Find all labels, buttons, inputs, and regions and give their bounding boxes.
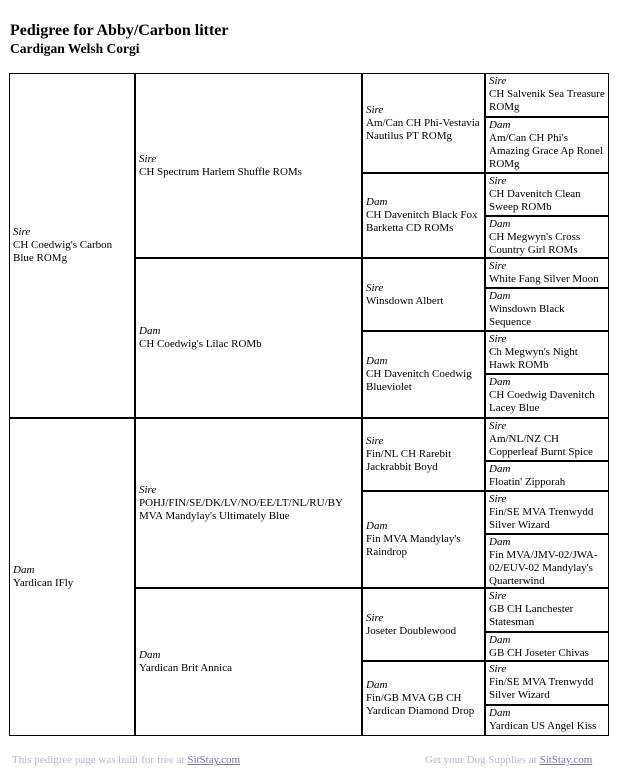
- pedigree-cell: [362, 73, 485, 173]
- cell-name: White Fang Silver Moon: [489, 273, 599, 285]
- cell-name: Floatin' Zipporah: [489, 476, 566, 488]
- generation-2-column: [135, 73, 362, 736]
- cell-name: CH Megwyn's Cross Country Girl ROMs: [489, 231, 581, 256]
- pedigree-cell: [485, 705, 609, 736]
- cell-name: CH Coedwig's Lilac ROMb: [139, 338, 262, 350]
- pedigree-cell: [485, 491, 609, 534]
- cell-name: CH Salvenik Sea Treasure ROMg: [489, 88, 605, 113]
- cell-role: Sire: [139, 483, 157, 496]
- pedigree-cell: [485, 374, 609, 418]
- pedigree-cell: [9, 418, 135, 736]
- pedigree-cell: [362, 588, 485, 661]
- pedigree-cell: [485, 661, 609, 705]
- cell-role: Dam: [489, 463, 511, 475]
- generation-4-column: [485, 73, 609, 736]
- pedigree-cell: [362, 661, 485, 736]
- cell-role: Sire: [489, 260, 507, 272]
- generation-3-column: [362, 73, 485, 736]
- page-title: Pedigree for Abby/Carbon litter: [10, 22, 229, 39]
- cell-role: Dam: [366, 679, 388, 691]
- pedigree-cell: [362, 418, 485, 491]
- cell-name: Winsdown Black Sequence: [489, 303, 565, 328]
- footer-right-text: Get your Dog Supplies at: [425, 754, 540, 766]
- pedigree-cell: [135, 418, 362, 588]
- cell-role: Sire: [489, 175, 507, 187]
- footer-built-note: [12, 754, 240, 766]
- cell-name: Fin/SE MVA Trenwydd Silver Wizard: [489, 676, 594, 701]
- pedigree-cell: [485, 258, 609, 288]
- cell-name: Joseter Doublewood: [366, 624, 457, 637]
- cell-role: Dam: [366, 355, 388, 367]
- cell-role: Sire: [139, 152, 157, 165]
- cell-name: POHJ/FIN/SE/DK/LV/NO/EE/LT/NL/RU/BY MVA Mandylay's Ultimately Blue: [139, 496, 343, 522]
- cell-name: CH Coedwig's Carbon Blue ROMg: [13, 239, 113, 264]
- pedigree-cell: [9, 73, 135, 418]
- pedigree-cell: [485, 418, 609, 461]
- cell-role: Dam: [139, 649, 161, 661]
- cell-name: CH Spectrum Harlem Shuffle ROMs: [139, 165, 302, 178]
- pedigree-cell: [362, 258, 485, 331]
- cell-role: Dam: [13, 564, 35, 576]
- cell-role: Sire: [489, 333, 507, 345]
- pedigree-cell: [485, 216, 609, 258]
- cell-name: CH Davenitch Black Fox Barketta CD ROMs: [366, 209, 478, 234]
- cell-name: Yardican US Angel Kiss: [489, 720, 597, 732]
- cell-name: Am/Can CH Phi-Vestavia Nautilus PT ROMg: [366, 116, 480, 142]
- cell-name: Yardican Brit Annica: [139, 662, 232, 674]
- cell-role: Dam: [366, 520, 388, 532]
- footer-right-link[interactable]: SitStay.com: [539, 754, 593, 766]
- cell-name: Fin MVA/JMV-02/JWA-02/EUV-02 Mandylay's Quarterwind: [489, 549, 598, 587]
- cell-role: Sire: [366, 435, 384, 447]
- cell-role: Sire: [489, 420, 507, 432]
- cell-name: CH Coedwig Davenitch Lacey Blue: [489, 389, 595, 414]
- footer-left-text: This pedigree page was built for free at: [12, 754, 188, 766]
- cell-name: GB CH Joseter Chivas: [489, 647, 589, 659]
- breed-subtitle: Cardigan Welsh Corgi: [10, 41, 140, 56]
- cell-role: Sire: [366, 281, 384, 294]
- pedigree-cell: [485, 461, 609, 491]
- pedigree-cell: [135, 73, 362, 258]
- cell-role: Sire: [489, 590, 507, 602]
- cell-role: Sire: [489, 493, 507, 505]
- cell-name: Yardican IFly: [13, 577, 74, 589]
- cell-role: Dam: [139, 325, 161, 337]
- cell-role: Sire: [489, 663, 507, 675]
- cell-role: Dam: [489, 376, 511, 388]
- cell-name: GB CH Lanchester Statesman: [489, 603, 574, 628]
- pedigree-cell: [135, 588, 362, 736]
- cell-name: Ch Megwyn's Night Hawk ROMb: [489, 346, 578, 371]
- pedigree-cell: [362, 331, 485, 418]
- pedigree-cell: [362, 491, 485, 588]
- cell-role: Dam: [489, 536, 511, 548]
- cell-role: Dam: [366, 196, 388, 208]
- cell-role: Sire: [366, 103, 384, 116]
- pedigree-cell: [485, 588, 609, 632]
- cell-name: CH Davenitch Coedwig Blueviolet: [366, 368, 472, 393]
- cell-role: Dam: [489, 119, 511, 131]
- cell-name: Am/NL/NZ CH Copperleaf Burnt Spice: [489, 433, 593, 458]
- pedigree-cell: [485, 173, 609, 216]
- cell-role: Dam: [489, 218, 511, 230]
- pedigree-cell: [485, 117, 609, 173]
- cell-name: Fin/NL CH Rarebit Jackrabbit Boyd: [366, 448, 452, 473]
- generation-1-column: [9, 73, 135, 736]
- pedigree-cell: [485, 331, 609, 374]
- cell-role: Dam: [489, 634, 511, 646]
- pedigree-cell: [485, 534, 609, 588]
- cell-role: Dam: [489, 290, 511, 302]
- cell-name: CH Davenitch Clean Sweep ROMb: [489, 188, 581, 213]
- cell-name: Am/Can CH Phi's Amazing Grace Ap Ronel ROMg: [489, 132, 603, 170]
- pedigree-cell: [485, 73, 609, 117]
- cell-name: Fin/GB MVA GB CH Yardican Diamond Drop: [366, 692, 475, 717]
- pedigree-table: [9, 73, 609, 736]
- cell-name: Winsdown Albert: [366, 294, 444, 307]
- cell-role: Sire: [13, 226, 31, 238]
- pedigree-cell: [135, 258, 362, 418]
- pedigree-cell: [485, 632, 609, 661]
- footer-supplies-note: [425, 754, 592, 766]
- cell-name: Fin/SE MVA Trenwydd Silver Wizard: [489, 506, 594, 531]
- pedigree-cell: [485, 288, 609, 331]
- cell-name: Fin MVA Mandylay's Raindrop: [366, 533, 461, 558]
- footer-left-link[interactable]: SitStay.com: [187, 754, 241, 766]
- pedigree-cell: [362, 173, 485, 258]
- cell-role: Sire: [489, 75, 507, 87]
- cell-role: Sire: [366, 611, 384, 624]
- cell-role: Dam: [489, 707, 511, 719]
